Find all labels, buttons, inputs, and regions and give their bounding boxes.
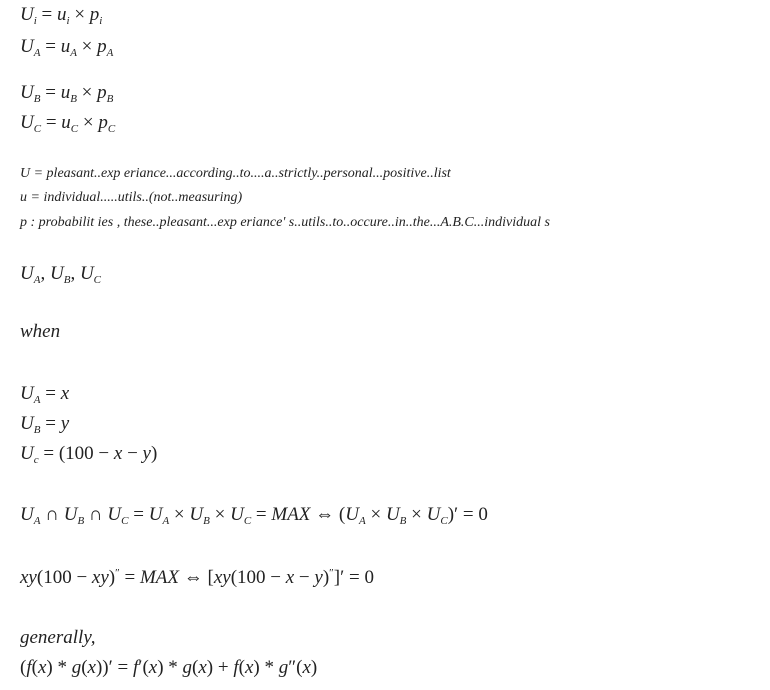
equation-line-10: $U_A = x$ xyxy=(20,383,70,406)
equation-line-14: xy(100 − xy)″ = MAX ⇔ [xy(100 − x − y)″]′ = 0 xyxy=(20,567,374,588)
equation-line-3: $U_B = u_B \times p_B$ xyxy=(20,82,114,105)
equation-line-16: (f(x) * g(x))′ = f′(x) * g(x) + f(x) * g″(x) xyxy=(20,657,318,678)
definition-U: U = pleasant..exp eriance...according..to....a..strictly..personal...positive..list xyxy=(20,166,451,181)
when-label: when xyxy=(20,321,61,342)
equation-line-12: $U_c = (100 - x - y)$ xyxy=(20,443,158,466)
equation-line-1: $U_i = u_i \times p_i$ xyxy=(20,4,103,27)
equation-line-11: $U_B = y$ xyxy=(20,413,70,436)
generally-label: generally, xyxy=(20,627,96,648)
definition-u: u = individual.....utils..(not..measuring) xyxy=(20,190,243,205)
equation-line-2: $U_A = u_A \times p_A$ xyxy=(20,36,114,59)
definition-p: p : probabilit ies , these..pleasant...exp eriance' s..utils..to..occure..in..the...A.B.C...individual s xyxy=(20,215,550,230)
equation-line-8: $U_A$, $U_B$, $U_C$ xyxy=(20,263,102,286)
equation-line-4: $U_C = u_C \times p_C$ xyxy=(20,112,116,135)
equation-line-13: $U_A$ ∩ $U_B$ ∩ $U_C = U_A \times U_B \times U_C$ = MAX ⇔ $(U_A \times U_B \times U_C)' = 0$ xyxy=(20,504,488,527)
